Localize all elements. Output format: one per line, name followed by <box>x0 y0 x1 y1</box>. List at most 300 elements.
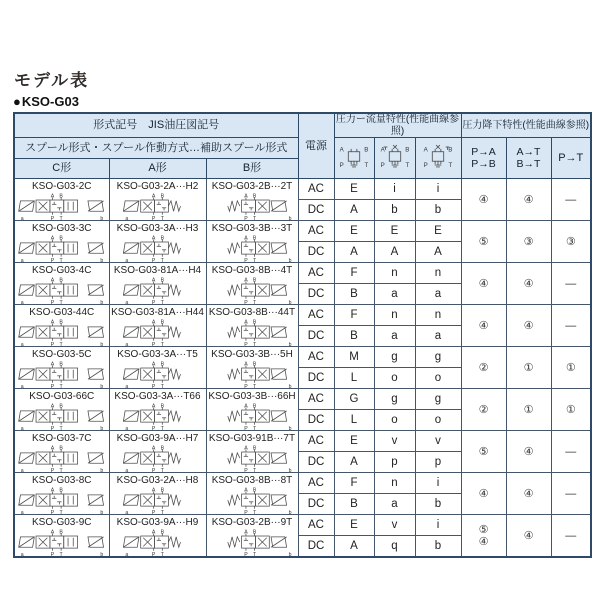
svg-text:A: A <box>50 528 54 535</box>
model-number: KSO-G03-9C <box>32 516 92 528</box>
flow-value: q <box>374 536 415 558</box>
valve-symbol-icon <box>17 529 107 556</box>
drop-value: ④ <box>461 179 506 221</box>
flow-value: E <box>334 179 374 200</box>
model-number: KSO-G03-3C <box>32 222 92 234</box>
svg-text:A: A <box>244 486 248 493</box>
svg-text:A: A <box>50 234 54 241</box>
svg-text:a: a <box>20 257 24 262</box>
flow-value: n <box>374 263 415 284</box>
drop-value: ① <box>551 347 591 389</box>
svg-text:P: P <box>151 341 155 346</box>
model-cell <box>206 221 298 263</box>
model-number: KSO-G03-2A···H2 <box>116 180 199 192</box>
svg-text:P: P <box>244 341 248 346</box>
svg-text:T: T <box>160 509 164 514</box>
svg-text:P: P <box>50 467 54 472</box>
flow-symbol-a-drain-icon <box>374 138 415 179</box>
power-label: AC <box>298 347 334 368</box>
svg-text:A: A <box>244 444 248 451</box>
svg-text:a: a <box>20 467 24 472</box>
flow-value: F <box>334 305 374 326</box>
model-cell <box>206 179 298 221</box>
model-number: KSO-G03-3B···66H <box>208 390 296 402</box>
drop-value: ④ <box>506 431 551 473</box>
flow-value: B <box>334 326 374 347</box>
svg-text:T: T <box>253 509 257 514</box>
drop-value: ⑤ <box>461 431 506 473</box>
valve-symbol-icon <box>207 277 297 304</box>
svg-text:P: P <box>244 215 248 220</box>
svg-text:A: A <box>151 234 155 241</box>
power-label: AC <box>298 473 334 494</box>
flow-value: F <box>334 263 374 284</box>
svg-text:B: B <box>160 486 164 493</box>
drop-value: ④ <box>506 305 551 347</box>
drop-value: ④ <box>506 473 551 515</box>
valve-symbol-icon <box>207 235 297 262</box>
svg-text:B: B <box>160 192 164 199</box>
svg-text:A: A <box>339 146 344 154</box>
svg-text:P: P <box>244 257 248 262</box>
svg-text:A: A <box>244 360 248 367</box>
svg-text:b: b <box>288 551 292 556</box>
model-number: KSO-G03-3B···3T <box>211 222 293 234</box>
model-cell <box>109 347 206 389</box>
valve-symbol-icon <box>113 319 203 346</box>
svg-text:A: A <box>50 402 54 409</box>
model-cell <box>206 473 298 515</box>
flow-value: L <box>334 410 374 431</box>
svg-text:a: a <box>20 551 24 556</box>
flow-value: B <box>334 494 374 515</box>
drop-value: ⑤ ④ <box>461 515 506 558</box>
model-number: KSO-G03-8B···44T <box>208 306 296 318</box>
flow-value: o <box>374 410 415 431</box>
model-cell <box>14 431 109 473</box>
flow-value: b <box>374 200 415 221</box>
flow-value: A <box>334 536 374 558</box>
svg-text:P: P <box>244 383 248 388</box>
svg-text:T: T <box>59 425 63 430</box>
valve-symbol-icon <box>207 487 297 514</box>
flow-value: g <box>374 389 415 410</box>
svg-text:T: T <box>253 551 257 556</box>
model-number: KSO-G03-4C <box>32 264 92 276</box>
svg-text:B: B <box>252 444 257 451</box>
valve-symbol-icon <box>17 445 107 472</box>
svg-text:P: P <box>151 383 155 388</box>
flow-value: i <box>415 473 461 494</box>
svg-text:b: b <box>100 509 104 514</box>
drop-value: ③ <box>506 221 551 263</box>
valve-symbol-icon <box>207 361 297 388</box>
header-power: 電源 <box>298 113 334 179</box>
flow-value: b <box>415 536 461 558</box>
svg-text:B: B <box>160 528 164 535</box>
svg-text:b: b <box>100 383 104 388</box>
model-table <box>13 112 592 558</box>
flow-value: p <box>374 452 415 473</box>
svg-text:T: T <box>59 341 63 346</box>
svg-text:B: B <box>59 528 63 535</box>
flow-value: o <box>415 368 461 389</box>
model-cell <box>14 347 109 389</box>
drop-value: ② <box>461 389 506 431</box>
valve-symbol-icon <box>17 235 107 262</box>
svg-text:T: T <box>160 215 164 220</box>
flow-value: E <box>334 221 374 242</box>
model-number: KSO-G03-91B···7T <box>208 432 296 444</box>
svg-text:a: a <box>20 215 24 220</box>
model-number: KSO-G03-2B···9T <box>211 516 293 528</box>
valve-symbol-icon <box>113 403 203 430</box>
model-number: KSO-G03-44C <box>29 306 95 318</box>
flow-value: i <box>415 179 461 200</box>
svg-text:T: T <box>59 215 63 220</box>
svg-text:A: A <box>244 402 248 409</box>
svg-text:T: T <box>253 383 257 388</box>
model-cell <box>14 473 109 515</box>
drop-value: ① <box>506 389 551 431</box>
svg-text:P: P <box>50 425 54 430</box>
flow-value: F <box>334 473 374 494</box>
svg-text:P: P <box>151 257 155 262</box>
power-label: DC <box>298 326 334 347</box>
drop-value: — <box>551 305 591 347</box>
svg-text:B: B <box>404 146 409 154</box>
svg-text:B: B <box>160 360 164 367</box>
model-cell <box>109 431 206 473</box>
model-cell <box>206 263 298 305</box>
drop-value: ④ <box>461 305 506 347</box>
flow-value: v <box>415 431 461 452</box>
svg-text:A: A <box>151 402 155 409</box>
flow-value: A <box>374 242 415 263</box>
svg-text:B: B <box>59 486 63 493</box>
svg-text:a: a <box>124 467 128 472</box>
flow-value: n <box>374 473 415 494</box>
svg-text:A: A <box>50 192 54 199</box>
model-number: KSO-G03-3A···T66 <box>114 390 201 402</box>
valve-symbol-icon <box>17 319 107 346</box>
flow-value: G <box>334 389 374 410</box>
svg-text:b: b <box>100 299 104 304</box>
svg-text:A: A <box>50 318 54 325</box>
model-number: KSO-G03-2A···H8 <box>116 474 199 486</box>
svg-text:a: a <box>124 257 128 262</box>
svg-text:P: P <box>50 257 54 262</box>
flow-value: A <box>334 200 374 221</box>
svg-text:P: P <box>151 509 155 514</box>
valve-symbol-icon <box>113 193 203 220</box>
svg-text:P: P <box>244 509 248 514</box>
svg-text:T: T <box>160 257 164 262</box>
svg-text:T: T <box>59 509 63 514</box>
model-number: KSO-G03-3A···H3 <box>116 222 199 234</box>
valve-symbol-icon <box>207 529 297 556</box>
svg-text:T: T <box>404 162 409 170</box>
model-cell <box>206 515 298 558</box>
svg-text:A: A <box>151 486 155 493</box>
flow-value: L <box>334 368 374 389</box>
svg-text:P: P <box>50 341 54 346</box>
svg-text:A: A <box>244 528 248 535</box>
svg-text:P: P <box>50 383 54 388</box>
model-number: KSO-G03-9A···H9 <box>116 516 199 528</box>
svg-text:b: b <box>288 215 292 220</box>
flow-value: o <box>415 410 461 431</box>
valve-symbol-icon <box>113 361 203 388</box>
svg-text:b: b <box>100 257 104 262</box>
model-cell <box>109 515 206 558</box>
valve-symbol-icon <box>17 193 107 220</box>
flow-value: E <box>334 515 374 536</box>
svg-text:b: b <box>288 467 292 472</box>
valve-symbol-icon <box>113 235 203 262</box>
model-number: KSO-G03-3B···5H <box>211 348 293 360</box>
svg-text:B: B <box>160 318 164 325</box>
svg-text:T: T <box>59 551 63 556</box>
header-drop-at-bt: A→T B→T <box>506 138 551 179</box>
svg-text:P: P <box>380 162 385 170</box>
svg-text:P: P <box>151 467 155 472</box>
svg-text:B: B <box>59 444 63 451</box>
svg-text:P: P <box>244 551 248 556</box>
svg-text:A: A <box>244 234 248 241</box>
svg-text:b: b <box>288 257 292 262</box>
svg-text:B: B <box>252 234 257 241</box>
svg-text:b: b <box>100 215 104 220</box>
svg-text:T: T <box>364 162 369 170</box>
drop-value: ③ <box>551 221 591 263</box>
flow-value: M <box>334 347 374 368</box>
valve-symbol-icon <box>207 445 297 472</box>
svg-text:B: B <box>252 192 257 199</box>
svg-text:P: P <box>151 299 155 304</box>
flow-value: A <box>415 242 461 263</box>
header-form-c: C形 <box>14 159 109 179</box>
header-drop-title: 圧力降下特性(性能曲線参照) <box>461 113 591 138</box>
flow-value: b <box>415 200 461 221</box>
flow-value: n <box>415 263 461 284</box>
svg-text:B: B <box>252 360 257 367</box>
flow-value: B <box>334 284 374 305</box>
svg-text:B: B <box>59 360 63 367</box>
flow-value: a <box>374 494 415 515</box>
model-cell <box>206 431 298 473</box>
flow-value: A <box>334 452 374 473</box>
svg-text:A: A <box>50 486 54 493</box>
svg-text:B: B <box>448 146 453 154</box>
model-cell <box>14 221 109 263</box>
model-cell <box>109 263 206 305</box>
valve-symbol-icon <box>207 193 297 220</box>
svg-text:A: A <box>380 146 385 154</box>
svg-text:A: A <box>50 276 54 283</box>
drop-value: ④ <box>506 179 551 221</box>
svg-text:B: B <box>252 276 257 283</box>
power-label: DC <box>298 536 334 558</box>
svg-text:A: A <box>244 318 248 325</box>
header-model-symbol: 形式記号 JIS油圧図記号 <box>14 113 298 138</box>
svg-text:T: T <box>160 467 164 472</box>
svg-text:b: b <box>288 425 292 430</box>
svg-text:T: T <box>253 215 257 220</box>
power-label: DC <box>298 410 334 431</box>
valve-symbol-icon <box>207 319 297 346</box>
flow-value: v <box>374 431 415 452</box>
drop-value: ④ <box>506 263 551 305</box>
drop-value: ① <box>551 389 591 431</box>
svg-text:B: B <box>59 318 63 325</box>
series-name: KSO-G03 <box>21 94 79 109</box>
model-cell <box>109 473 206 515</box>
svg-text:B: B <box>252 528 257 535</box>
svg-text:P: P <box>50 509 54 514</box>
svg-text:B: B <box>160 276 164 283</box>
svg-text:a: a <box>20 425 24 430</box>
drop-value: ⑤ <box>461 221 506 263</box>
svg-text:T: T <box>253 257 257 262</box>
drop-value: ④ <box>461 263 506 305</box>
svg-text:b: b <box>100 425 104 430</box>
svg-text:T: T <box>59 299 63 304</box>
svg-text:P: P <box>423 162 428 170</box>
svg-text:b: b <box>288 509 292 514</box>
svg-text:A: A <box>151 444 155 451</box>
svg-text:a: a <box>124 425 128 430</box>
svg-text:B: B <box>59 234 63 241</box>
svg-text:T: T <box>253 425 257 430</box>
flow-value: p <box>415 452 461 473</box>
svg-text:a: a <box>20 299 24 304</box>
header-drop-pa-pb: P→A P→B <box>461 138 506 179</box>
model-cell <box>109 305 206 347</box>
model-cell <box>14 389 109 431</box>
svg-text:P: P <box>244 425 248 430</box>
header-form-a: A形 <box>109 159 206 179</box>
svg-text:A: A <box>244 192 248 199</box>
svg-text:P: P <box>151 551 155 556</box>
power-label: AC <box>298 305 334 326</box>
drop-value: — <box>551 515 591 558</box>
flow-value: g <box>415 389 461 410</box>
bullet-icon: ● <box>13 94 21 109</box>
header-drop-pt: P→T <box>551 138 591 179</box>
flow-value: v <box>374 515 415 536</box>
model-cell <box>206 305 298 347</box>
svg-text:T: T <box>253 467 257 472</box>
power-label: AC <box>298 515 334 536</box>
flow-value: i <box>374 179 415 200</box>
svg-text:A: A <box>151 528 155 535</box>
svg-text:b: b <box>100 551 104 556</box>
power-label: AC <box>298 263 334 284</box>
model-cell <box>14 515 109 558</box>
drop-value: — <box>551 263 591 305</box>
power-label: DC <box>298 494 334 515</box>
svg-text:A: A <box>50 444 54 451</box>
svg-text:P: P <box>339 162 344 170</box>
flow-value: E <box>374 221 415 242</box>
valve-symbol-icon <box>113 277 203 304</box>
svg-text:T: T <box>59 383 63 388</box>
power-label: DC <box>298 200 334 221</box>
model-number: KSO-G03-8C <box>32 474 92 486</box>
svg-text:B: B <box>252 486 257 493</box>
svg-text:a: a <box>124 383 128 388</box>
model-number: KSO-G03-81A···H4 <box>113 264 202 276</box>
model-cell <box>14 179 109 221</box>
model-cell <box>109 179 206 221</box>
flow-value: g <box>415 347 461 368</box>
svg-text:B: B <box>160 234 164 241</box>
power-label: DC <box>298 242 334 263</box>
flow-value: o <box>374 368 415 389</box>
svg-text:P: P <box>244 299 248 304</box>
svg-text:a: a <box>20 509 24 514</box>
power-label: AC <box>298 179 334 200</box>
model-number: KSO-G03-8B···4T <box>211 264 293 276</box>
valve-symbol-icon <box>17 277 107 304</box>
flow-value: n <box>374 305 415 326</box>
series-subtitle <box>13 94 79 109</box>
flow-value: a <box>374 284 415 305</box>
svg-text:A: A <box>50 360 54 367</box>
model-number: KSO-G03-66C <box>29 390 95 402</box>
svg-text:A: A <box>151 360 155 367</box>
flow-value: n <box>415 305 461 326</box>
svg-text:b: b <box>288 299 292 304</box>
svg-text:a: a <box>124 215 128 220</box>
power-label: DC <box>298 284 334 305</box>
svg-text:T: T <box>253 341 257 346</box>
flow-value: E <box>415 221 461 242</box>
svg-text:T: T <box>59 467 63 472</box>
power-label: AC <box>298 389 334 410</box>
svg-text:T: T <box>160 425 164 430</box>
model-cell <box>109 389 206 431</box>
model-number: KSO-G03-8B···8T <box>211 474 293 486</box>
header-spool: スプール形式・スプール作動方式…補助スプール形式 <box>14 138 298 159</box>
svg-text:B: B <box>160 444 164 451</box>
valve-symbol-icon <box>17 361 107 388</box>
model-number: KSO-G03-81A···H44 <box>111 306 204 318</box>
drop-value: ② <box>461 347 506 389</box>
drop-value: ④ <box>461 473 506 515</box>
valve-symbol-icon <box>113 487 203 514</box>
valve-symbol-icon <box>113 445 203 472</box>
page-title: モデル表 <box>14 71 90 90</box>
power-label: AC <box>298 431 334 452</box>
svg-text:b: b <box>100 467 104 472</box>
svg-text:A: A <box>151 276 155 283</box>
svg-text:B: B <box>59 402 63 409</box>
power-label: DC <box>298 452 334 473</box>
svg-text:A: A <box>244 276 248 283</box>
model-number: KSO-G03-9A···H7 <box>116 432 199 444</box>
flow-value: A <box>334 242 374 263</box>
flow-value: b <box>415 494 461 515</box>
drop-value: — <box>551 431 591 473</box>
valve-symbol-icon <box>207 403 297 430</box>
svg-text:A: A <box>151 192 155 199</box>
svg-text:B: B <box>59 276 63 283</box>
model-cell <box>14 305 109 347</box>
model-number: KSO-G03-2C <box>32 180 92 192</box>
svg-text:T: T <box>448 162 453 170</box>
